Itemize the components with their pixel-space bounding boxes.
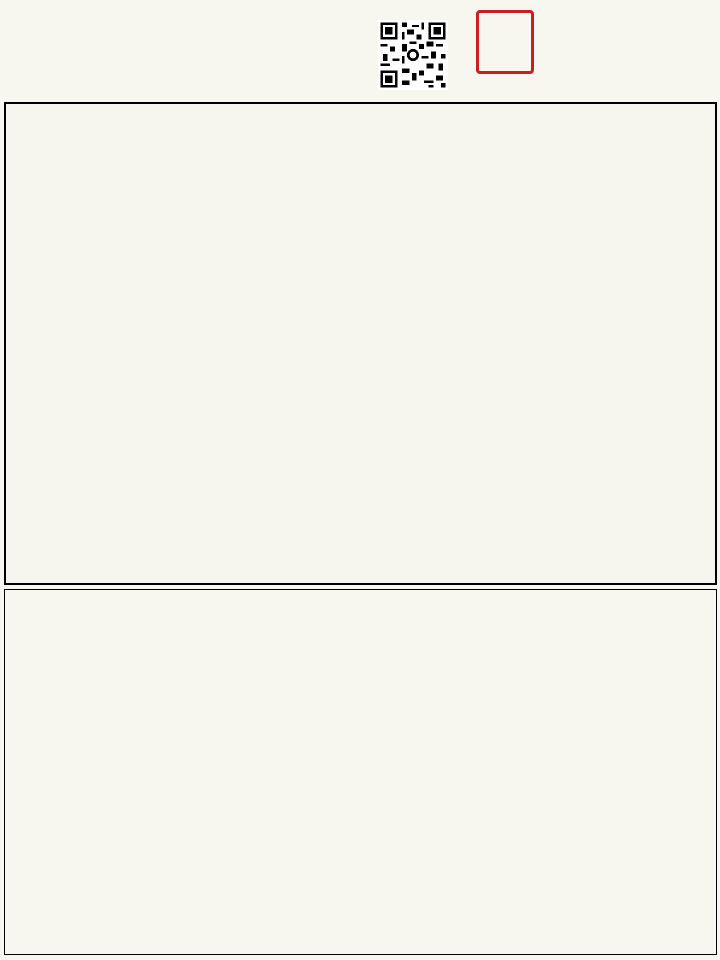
qr-code-icon[interactable] — [378, 20, 448, 90]
yearly-luck-grid — [4, 589, 717, 955]
header — [0, 0, 720, 100]
logo-seal — [476, 10, 534, 74]
chart-grid — [4, 102, 717, 585]
logo — [476, 8, 716, 76]
gender-line — [11, 30, 17, 46]
